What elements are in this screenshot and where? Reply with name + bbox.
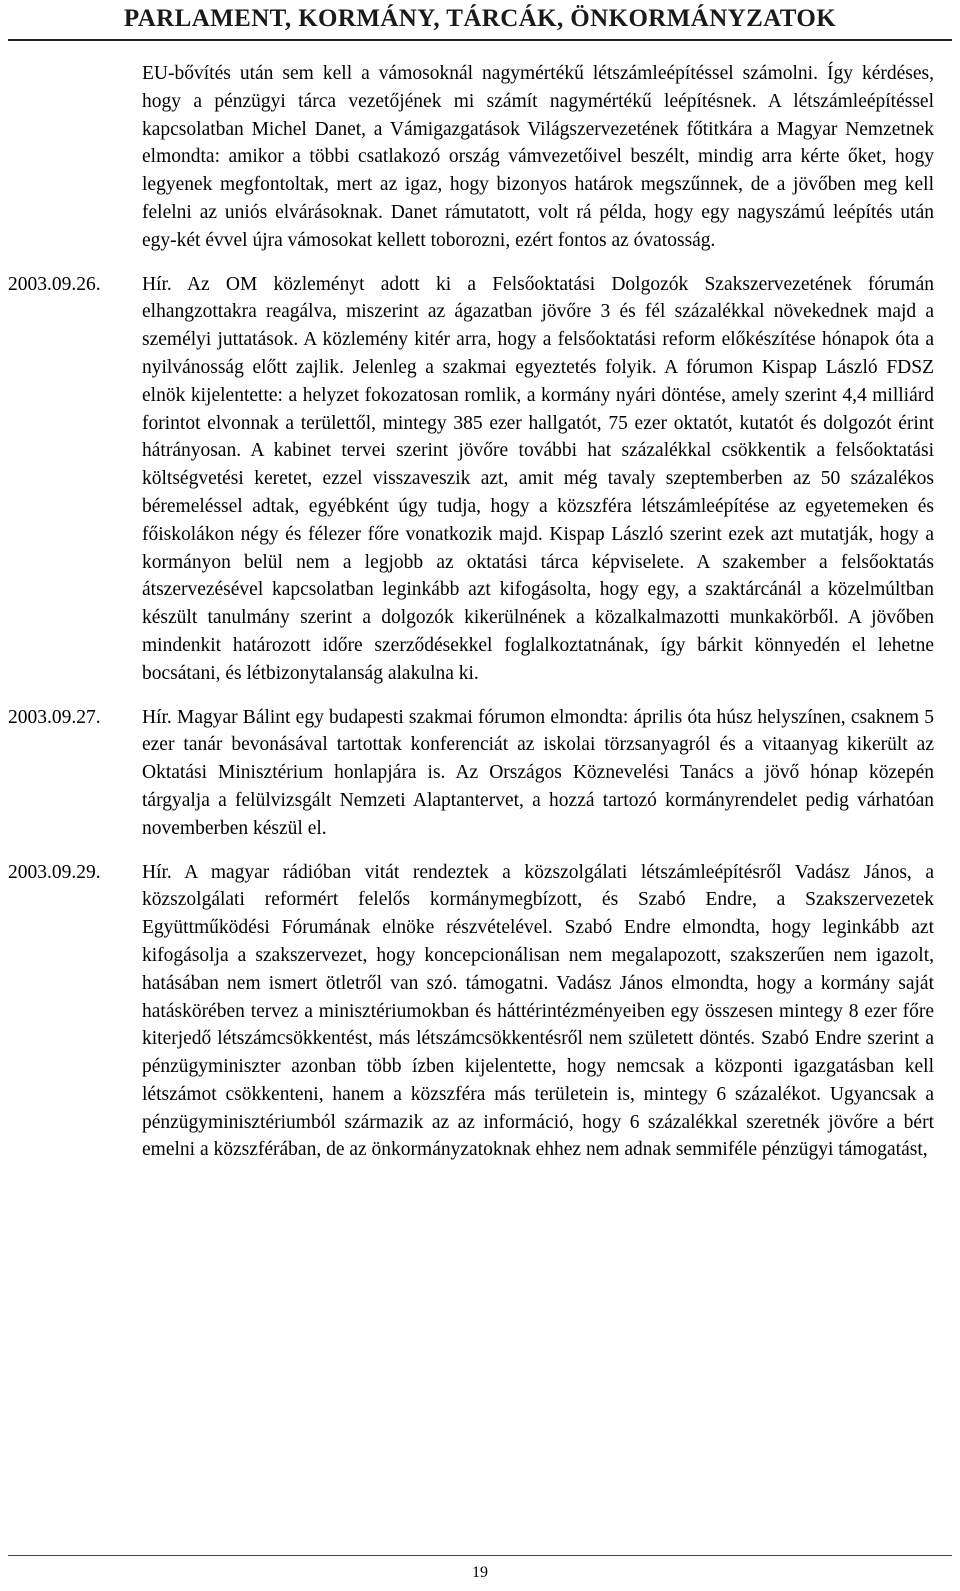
entry-text: EU-bővítés után sem kell a vámosoknál nagymértékű létszámleépítéssel számolni. Így kérdéses, hogy a pénzügyi tárca vezetőjének mi számít nagymértékű leépítésnek. A létszámleépítéssel kapcsolatban Michel Danet, a Vámigazgatások Világszervezetének főtitkára a Magyar Nemzetnek elmondta: amikor a többi csatlakozó ország vámvezetőivel beszélt, mindig arra kérte őket, hogy legyenek megfontoltak, mert az igaz, hogy bizonyos határok megszűnnek, de a jövőben meg kell felelni az uniós elvárásoknak. Danet rámutatott, volt rá példa, hogy egy nagyszámú leépítés után egy-két évvel újra vámosokat kellett toborozni, ezért fontos az óvatosság. — [142, 63, 934, 251]
header-divider — [8, 39, 952, 41]
entry-date: 2003.09.26. — [8, 273, 101, 295]
entry-date: 2003.09.29. — [8, 861, 101, 883]
page-number: 19 — [472, 1564, 488, 1581]
entry-text: Hír. A magyar rádióban vitát rendeztek a közszolgálati létszámleépítésről Vadász János, a közszolgálati reformért felelős kormánymegbízott, és Szabó Endre, a Szakszervezetek Együttműködési Fórumának elnöke részvételével. Szabó Endre elmondta, hogy leginkább azt kifogásolja a szakszervezet, hogy koncepcionálisan nem megalapozott, szakszerűen nem igazolt, hatásában nem ismert ötletről van szó. támogatni. Vadász János elmondta, hogy a kormány saját hatáskörében tervez a minisztériumokban és háttérintézményeiben egy összesen mintegy 8 ezer főre kiterjedő létszámcsökkentést, más létszámcsökkentésről nem született döntés. Szabó Endre szerint a pénzügyminiszter azonban több ízben kijelentette, hogy nemcsak a központi igazgatásban kell létszámot csökkenteni, hanem a közszféra más területein is, mintegy 6 százalékot. Ugyancsak a pénzügyminisztériumból származik az az információ, hogy 6 százalékkal szeretnék jövőre a bért emelni a közszférában, de az önkormányzatoknak ehhez nem adnak semmiféle pénzügyi támogatást, — [142, 861, 934, 1161]
news-entry — [8, 60, 952, 255]
footer-divider — [8, 1555, 952, 1556]
news-entry — [8, 859, 952, 1165]
entry-date: 2003.09.27. — [8, 706, 101, 728]
news-entry — [8, 271, 952, 688]
entry-text: Hír. Az OM közleményt adott ki a Felsőoktatási Dolgozók Szakszervezetének fórumán elhangzottakra reagálva, miszerint az ágazatban jövőre 3 és fél százalékkal növekednek majd a személyi juttatások. A közlemény kitér arra, hogy a felsőoktatási reform előkészítése hónapok óta a nyilvánosság előtt zajlik. Jelenleg a szakmai egyeztetés folyik. A fórumon Kispap László FDSZ elnök kijelentette: a helyzet fokozatosan romlik, a kormány nyári döntése, amely szerint 4,4 milliárd forintot elvonnak a területtől, mintegy 385 ezer hallgatót, 75 ezer oktatót, kutatót és dolgozót érint hátrányosan. A kabinet tervei szerint jövőre további hat százalékkal csökkentik a felsőoktatási költségvetési keretet, ezzel visszaveszik azt, amit még tavaly szeptemberben az 50 százalékos béremeléssel adtak, egyébként úgy tudja, hogy a közszféra létszámleépítése az egyetemeken és főiskolákon négy és félezer főre vonatkozik majd. Kispap László szerint ezek azt mutatják, hogy a kormányon belül nem a legjobb az oktatási tárca képviselete. A szakember a felsőoktatás átszervezésével kapcsolatban leginkább azt kifogásolta, hogy egy, a szaktárcánál a közelmúltban készült tanulmány szerint a dolgozók kikerülnének a közalkalmazotti munkakörből. A jövőben mindenkit határozott időre szerződésekkel foglalkoztatnának, így bárkit könnyedén el lehetne bocsátani, és létbizonytalanság alakulna ki. — [142, 273, 934, 684]
news-entry — [8, 704, 952, 843]
page-header-title: PARLAMENT, KORMÁNY, TÁRCÁK, ÖNKORMÁNYZATOK — [123, 5, 837, 32]
entry-date — [8, 60, 142, 255]
entry-text: Hír. Magyar Bálint egy budapesti szakmai fórumon elmondta: április óta húsz helyszínen, csaknem 5 ezer tanár bevonásával tartottak konferenciát az iskolai törzsanyagról és a vitaanyag kikerült az Oktatási Minisztérium honlapjára is. Az Országos Köznevelési Tanács a jövő hónap közepén tárgyalja a felülvizsgált Nemzeti Alaptantervet, a hozzá tartozó kormányrendelet pedig várhatóan novemberben készül el. — [142, 706, 934, 839]
document-body — [8, 60, 952, 1180]
